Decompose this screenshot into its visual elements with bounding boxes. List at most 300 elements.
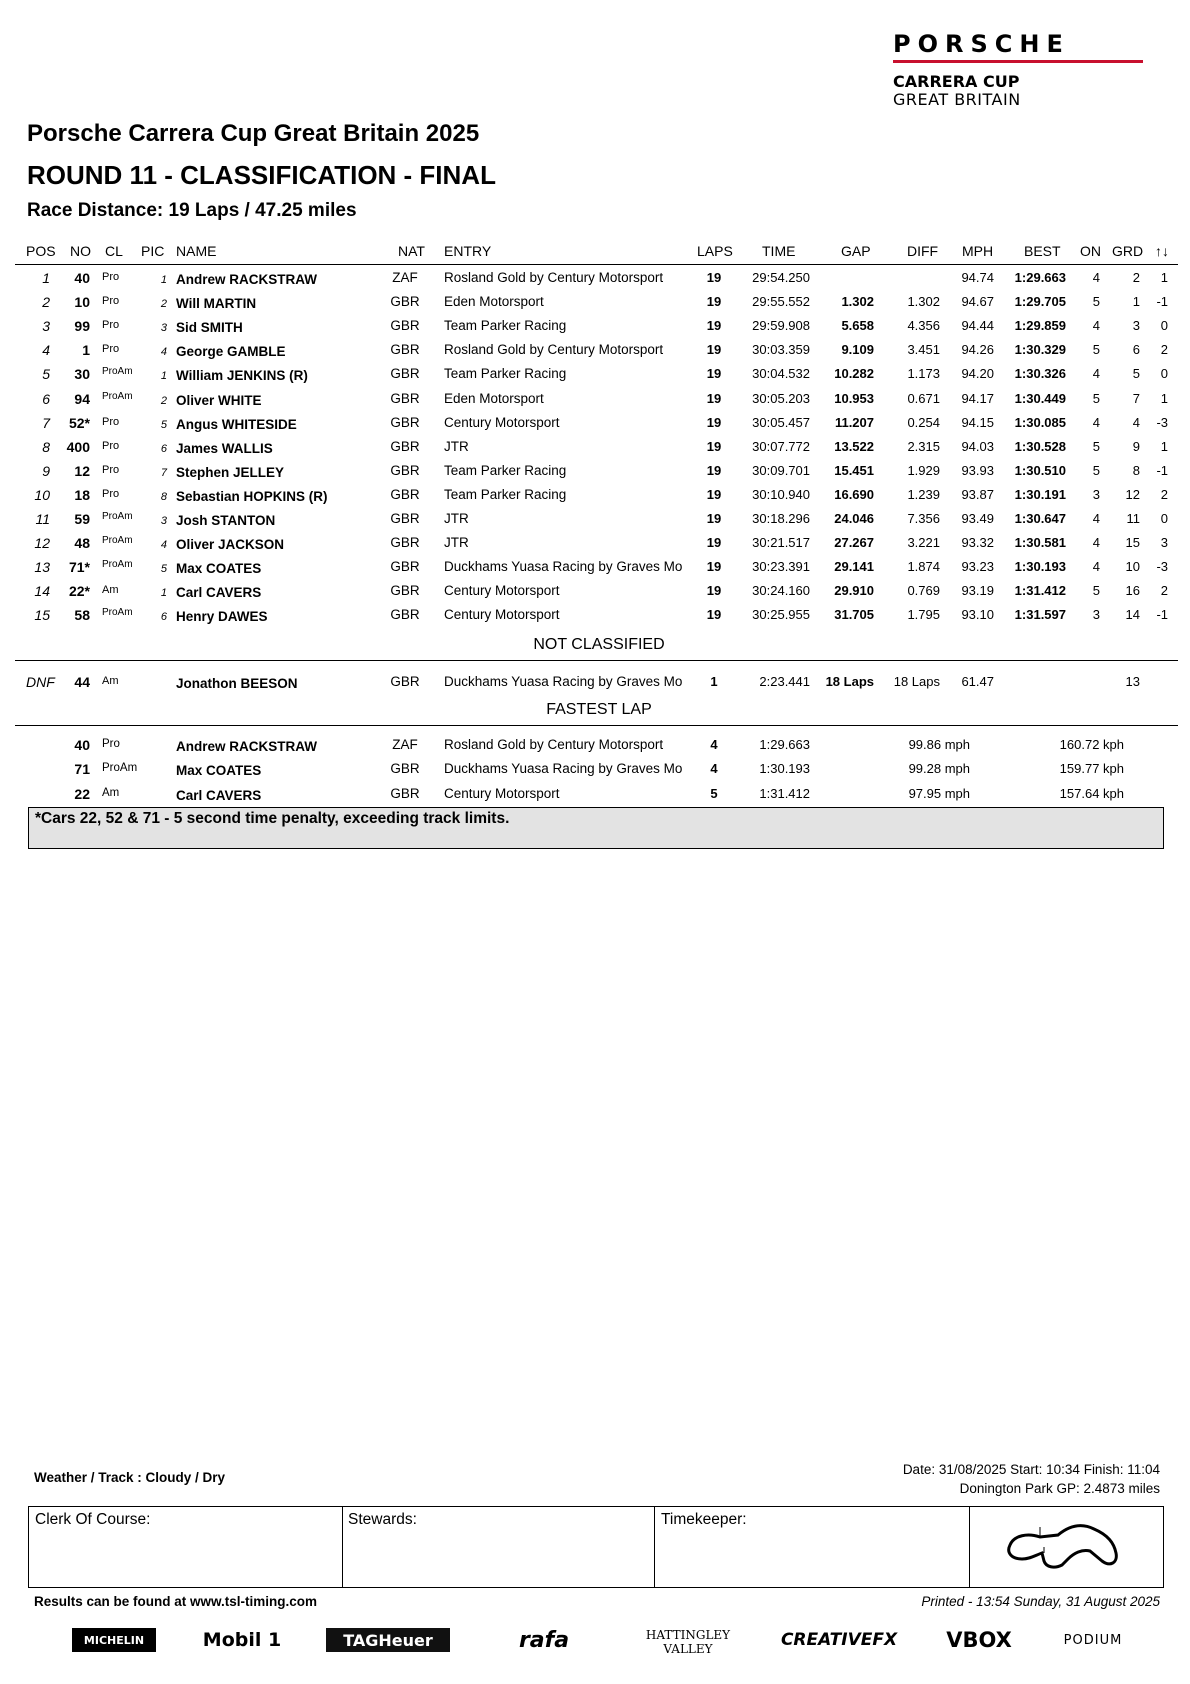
michelin-logo: MICHELIN: [72, 1628, 156, 1652]
table-row: [0, 733, 1190, 757]
mph-cell: 93.87: [961, 486, 994, 502]
car-number-cell: 59: [74, 511, 90, 527]
laps-cell: 1: [710, 674, 718, 689]
grid-cell: 1: [1132, 294, 1140, 310]
places-gained-cell: -3: [1156, 414, 1168, 430]
driver-name-cell: Sebastian HOPKINS (R): [176, 488, 328, 504]
col-grd: GRD: [1112, 243, 1144, 259]
time-cell: 30:04.532: [752, 366, 810, 382]
laps-cell: 19: [706, 511, 722, 526]
nationality-cell: GBR: [390, 511, 420, 526]
driver-name-cell: Henry DAWES: [176, 609, 268, 625]
col-gap: GAP: [841, 243, 871, 259]
entry-cell: Team Parker Racing: [444, 462, 567, 478]
laps-cell: 19: [706, 559, 722, 575]
gap-cell: 9.109: [841, 342, 874, 358]
nationality-cell: GBR: [390, 785, 420, 801]
position-cell: 9: [42, 462, 50, 479]
best-lap-cell: 1:29.663: [1014, 270, 1066, 285]
table-row: [0, 459, 1190, 483]
table-row: [0, 603, 1190, 627]
position-cell: 5: [42, 366, 50, 383]
penalty-note: *Cars 22, 52 & 71 - 5 second time penalty, exceeding track limits.: [35, 810, 510, 827]
class-cell: ProAm: [102, 535, 133, 547]
mph-cell: 93.19: [961, 583, 994, 599]
best-on-lap-cell: 5: [1092, 294, 1100, 310]
grid-cell: 13: [1125, 674, 1140, 689]
best-lap-cell: 1:30.193: [1014, 559, 1066, 575]
class-cell: Pro: [102, 439, 120, 452]
places-gained-cell: 2: [1160, 342, 1168, 358]
diff-cell: 1.929: [907, 462, 940, 478]
diff-cell: 0.671: [907, 390, 940, 406]
table-row: [0, 782, 1190, 806]
best-on-lap-cell: 3: [1092, 486, 1100, 502]
mph-cell: 93.93: [961, 462, 994, 478]
lap-cell: 4: [710, 761, 718, 777]
class-cell: Pro: [102, 295, 120, 308]
entry-cell: Eden Motorsport: [444, 390, 544, 406]
position-in-class-cell: 5: [160, 418, 167, 431]
diff-cell: 4.356: [907, 318, 940, 334]
diff-cell: 3.451: [907, 342, 940, 358]
time-cell: 30:09.701: [752, 462, 810, 478]
col-entry: ENTRY: [444, 243, 492, 259]
time-cell: 30:03.359: [752, 342, 810, 358]
mph-cell: 61.47: [961, 674, 994, 689]
class-cell: ProAm: [102, 366, 133, 378]
table-row: [0, 670, 1190, 694]
grid-cell: 14: [1125, 607, 1140, 623]
grid-cell: 15: [1125, 535, 1140, 551]
car-number-cell: 52*: [68, 414, 90, 431]
position-in-class-cell: 5: [160, 563, 167, 576]
position-cell: 7: [42, 414, 50, 431]
position-in-class-cell: 1: [160, 274, 167, 286]
driver-name-cell: Andrew RACKSTRAW: [176, 272, 317, 287]
class-cell: Pro: [102, 319, 120, 332]
nationality-cell: GBR: [390, 607, 420, 623]
time-cell: 30:23.391: [752, 559, 810, 575]
entry-cell: JTR: [444, 511, 469, 526]
circuit-length: Donington Park GP: 2.4873 miles: [959, 1481, 1160, 1496]
col-no: NO: [70, 243, 91, 259]
col-diff: DIFF: [907, 243, 939, 259]
position-in-class-cell: 7: [160, 466, 167, 479]
nationality-cell: GBR: [390, 761, 420, 777]
places-gained-cell: -3: [1156, 559, 1168, 575]
entry-cell: Century Motorsport: [444, 607, 560, 623]
track-map-icon: [970, 1507, 1162, 1587]
diff-cell: 18 Laps: [893, 674, 940, 689]
position-in-class-cell: 1: [160, 587, 167, 600]
class-cell: ProAm: [102, 390, 133, 402]
position-cell: 11: [35, 511, 50, 527]
timekeeper-label: Timekeeper:: [661, 1511, 747, 1528]
time-cell: 30:21.517: [752, 535, 810, 551]
time-cell: 30:07.772: [752, 438, 810, 454]
driver-name-cell: Oliver WHITE: [176, 392, 262, 408]
stewards-cell: [342, 1507, 655, 1587]
grid-cell: 10: [1125, 559, 1140, 575]
best-lap-cell: 1:30.191: [1014, 486, 1066, 502]
mobil-logo: Mobil 1: [202, 1629, 282, 1651]
gap-cell: 15.451: [834, 462, 874, 478]
car-number-cell: 71: [74, 761, 90, 778]
lap-time-cell: 1:29.663: [759, 737, 810, 752]
nationality-cell: GBR: [390, 438, 420, 454]
col-best: BEST: [1024, 243, 1061, 259]
car-number-cell: 400: [66, 438, 90, 455]
position-cell: 15: [34, 607, 50, 624]
table-row: [0, 411, 1190, 435]
time-cell: 29:54.250: [752, 270, 810, 285]
car-number-cell: 10: [74, 294, 90, 311]
nationality-cell: GBR: [390, 583, 420, 599]
col-name: NAME: [176, 243, 217, 259]
fastest-lap-title: FASTEST LAP: [546, 701, 652, 718]
time-cell: 30:25.955: [752, 607, 810, 623]
mph-cell: 94.03: [961, 438, 994, 454]
nationality-cell: GBR: [390, 559, 420, 575]
places-gained-cell: -1: [1156, 462, 1168, 478]
driver-name-cell: George GAMBLE: [176, 344, 286, 360]
entry-cell: Century Motorsport: [444, 414, 560, 430]
time-cell: 29:59.908: [752, 318, 810, 334]
lap-cell: 5: [710, 785, 718, 801]
race-distance: Race Distance: 19 Laps / 47.25 miles: [27, 200, 357, 221]
track-map-cell: [970, 1507, 1162, 1587]
laps-cell: 19: [706, 342, 722, 358]
col-time: TIME: [762, 243, 796, 259]
penalty-note-box: [28, 807, 1164, 849]
time-cell: 2:23.441: [759, 674, 810, 689]
position-in-class-cell: 6: [160, 442, 167, 455]
laps-cell: 19: [706, 366, 722, 382]
porsche-wordmark: PORSCHE: [893, 30, 1070, 58]
grid-cell: 6: [1132, 342, 1140, 358]
date-times: Date: 31/08/2025 Start: 10:34 Finish: 11:04: [902, 1462, 1160, 1477]
grid-cell: 9: [1132, 438, 1140, 454]
diff-cell: 1.795: [907, 607, 940, 623]
table-row: [0, 290, 1190, 314]
car-number-cell: 18: [74, 486, 90, 503]
logo-red-bar: [893, 60, 1143, 63]
col-laps: LAPS: [697, 243, 733, 259]
best-lap-cell: 1:29.859: [1014, 318, 1066, 334]
best-on-lap-cell: 4: [1092, 270, 1100, 285]
mph-cell: 94.74: [961, 270, 994, 285]
nationality-cell: ZAF: [392, 737, 418, 752]
position-in-class-cell: 6: [160, 611, 167, 624]
hattingley-valley-logo: HATTINGLEY VALLEY: [645, 1628, 731, 1656]
laps-cell: 19: [706, 462, 722, 478]
nationality-cell: GBR: [390, 318, 420, 334]
gap-cell: 13.522: [834, 438, 874, 454]
grid-cell: 11: [1126, 511, 1140, 526]
position-cell: 14: [34, 583, 50, 600]
nationality-cell: GBR: [390, 342, 420, 358]
places-gained-cell: -1: [1156, 294, 1168, 310]
position-in-class-cell: 3: [160, 322, 167, 335]
col-nat: NAT: [398, 243, 425, 259]
logo-line-1: CARRERA CUP: [893, 72, 1020, 91]
driver-name-cell: Jonathon BEESON: [176, 676, 298, 691]
diff-cell: 2.315: [907, 438, 940, 454]
class-cell: Pro: [102, 343, 120, 356]
position-in-class-cell: 2: [160, 394, 167, 407]
places-gained-cell: 0: [1160, 511, 1168, 526]
table-row: [0, 338, 1190, 362]
laps-cell: 19: [706, 390, 722, 406]
car-number-cell: 71*: [68, 559, 90, 576]
position-cell: 2: [42, 294, 50, 311]
best-on-lap-cell: 4: [1092, 511, 1100, 526]
best-on-lap-cell: 4: [1092, 366, 1100, 382]
lap-time-cell: 1:31.412: [759, 785, 810, 801]
table-row: [0, 507, 1190, 531]
class-cell: Pro: [102, 463, 120, 476]
places-gained-cell: 1: [1160, 390, 1168, 406]
driver-name-cell: Andrew RACKSTRAW: [176, 739, 317, 754]
table-row: [0, 483, 1190, 507]
table-row: [0, 314, 1190, 338]
car-number-cell: 30: [74, 366, 90, 383]
nationality-cell: GBR: [390, 674, 420, 689]
lap-cell: 4: [710, 737, 718, 752]
vbox-logo: VBOX: [946, 1628, 1012, 1652]
class-cell: Pro: [102, 738, 120, 750]
table-row: [0, 555, 1190, 579]
places-gained-cell: 0: [1160, 366, 1168, 382]
grid-cell: 4: [1132, 414, 1140, 430]
best-on-lap-cell: 5: [1092, 438, 1100, 454]
car-number-cell: 99: [74, 318, 90, 335]
nationality-cell: GBR: [390, 294, 420, 310]
gap-cell: 16.690: [834, 486, 874, 502]
laps-cell: 19: [706, 318, 722, 334]
class-cell: ProAm: [102, 607, 133, 619]
kph-cell: 157.64 kph: [1059, 785, 1124, 801]
time-cell: 30:05.203: [752, 390, 810, 406]
col-on: ON: [1080, 243, 1101, 259]
driver-name-cell: Angus WHITESIDE: [176, 416, 297, 432]
places-gained-cell: 3: [1160, 535, 1168, 551]
diff-cell: 7.356: [907, 511, 940, 526]
driver-name-cell: William JENKINS (R): [176, 368, 308, 384]
gap-cell: 5.658: [841, 318, 874, 334]
clerk-of-course-cell: [29, 1507, 343, 1587]
mph-cell: 94.20: [961, 366, 994, 382]
laps-cell: 19: [706, 270, 722, 285]
col-pic: PIC: [141, 243, 165, 259]
nationality-cell: GBR: [390, 414, 420, 430]
laps-cell: 19: [706, 438, 722, 454]
grid-cell: 2: [1132, 270, 1140, 285]
gap-cell: 31.705: [834, 607, 874, 623]
position-cell: 10: [34, 486, 50, 503]
diff-cell: 1.874: [907, 559, 940, 575]
driver-name-cell: Sid SMITH: [176, 320, 243, 336]
entry-cell: Duckhams Yuasa Racing by Graves Mo: [444, 761, 683, 777]
results-link[interactable]: Results can be found at www.tsl-timing.com: [34, 1594, 318, 1609]
places-gained-cell: 0: [1160, 318, 1168, 334]
mph-cell: 93.10: [961, 607, 994, 623]
car-number-cell: 40: [74, 737, 90, 753]
gap-cell: 10.953: [834, 390, 874, 406]
driver-name-cell: James WALLIS: [176, 440, 273, 456]
best-on-lap-cell: 5: [1092, 342, 1100, 358]
gap-cell: 27.267: [834, 535, 874, 551]
laps-cell: 19: [706, 414, 722, 430]
best-lap-cell: 1:30.085: [1014, 414, 1066, 430]
position-cell: 4: [42, 342, 50, 359]
class-cell: Am: [102, 584, 119, 597]
document-title: Porsche Carrera Cup Great Britain 2025: [27, 120, 480, 147]
diff-cell: 0.254: [907, 414, 940, 430]
best-on-lap-cell: 4: [1092, 559, 1100, 575]
table-row: [0, 757, 1190, 781]
best-lap-cell: 1:30.581: [1014, 535, 1066, 551]
gap-cell: 1.302: [841, 294, 874, 310]
rafa-logo: rafa: [518, 1627, 570, 1653]
gap-cell: 24.046: [834, 511, 874, 526]
class-cell: Pro: [102, 487, 120, 500]
best-on-lap-cell: 5: [1092, 462, 1100, 478]
gap-cell: 18 Laps: [825, 674, 874, 689]
class-cell: Am: [102, 786, 120, 799]
fastest-lap-rule: [15, 725, 1178, 726]
best-on-lap-cell: 4: [1092, 535, 1100, 551]
stewards-label: Stewards:: [348, 1511, 417, 1528]
best-on-lap-cell: 3: [1092, 607, 1100, 623]
diff-cell: 1.302: [907, 294, 940, 310]
mph-cell: 93.49: [961, 511, 994, 526]
car-number-cell: 94: [74, 390, 90, 407]
class-cell: ProAm: [102, 762, 138, 775]
grid-cell: 12: [1125, 486, 1140, 502]
entry-cell: Eden Motorsport: [444, 294, 544, 310]
places-gained-cell: 2: [1160, 583, 1168, 599]
position-cell: 6: [42, 390, 50, 407]
best-lap-cell: 1:30.510: [1014, 462, 1066, 478]
driver-name-cell: Oliver JACKSON: [176, 537, 285, 553]
grid-cell: 3: [1132, 318, 1140, 334]
gap-cell: 10.282: [834, 366, 874, 382]
entry-cell: Team Parker Racing: [444, 318, 567, 334]
mph-cell: 94.15: [961, 414, 994, 430]
diff-cell: 1.173: [907, 366, 940, 382]
car-number-cell: 40: [74, 270, 90, 286]
entry-cell: JTR: [444, 535, 469, 551]
entry-cell: Team Parker Racing: [444, 486, 567, 502]
document-subtitle: ROUND 11 - CLASSIFICATION - FINAL: [27, 160, 496, 190]
grid-cell: 5: [1132, 366, 1140, 382]
tagheuer-logo: TAGHeuer: [326, 1628, 450, 1652]
entry-cell: Century Motorsport: [444, 785, 560, 801]
entry-cell: Rosland Gold by Century Motorsport: [444, 270, 664, 285]
table-row: [0, 579, 1190, 603]
col-pos: POS: [26, 243, 56, 259]
nationality-cell: GBR: [390, 535, 420, 551]
nationality-cell: GBR: [390, 486, 420, 502]
entry-cell: Duckhams Yuasa Racing by Graves Mo: [444, 674, 683, 689]
gap-cell: 29.141: [834, 559, 874, 575]
time-cell: 30:18.296: [752, 511, 810, 526]
car-number-cell: 12: [74, 462, 90, 479]
clerk-of-course-label: Clerk Of Course:: [35, 1511, 151, 1528]
laps-cell: 19: [706, 583, 722, 599]
podium-logo: PODIUM: [1063, 1632, 1123, 1648]
entry-cell: Century Motorsport: [444, 583, 560, 599]
best-lap-cell: 1:30.449: [1014, 390, 1066, 406]
position-in-class-cell: 2: [160, 298, 167, 311]
mph-cell: 99.86 mph: [908, 737, 970, 752]
mph-cell: 93.23: [961, 559, 994, 575]
best-lap-cell: 1:30.329: [1014, 342, 1066, 358]
carrera-cup-logo: [893, 32, 1145, 109]
position-in-class-cell: 8: [160, 490, 167, 503]
diff-cell: 1.239: [907, 486, 940, 502]
col-cl: CL: [105, 243, 123, 259]
class-cell: ProAm: [102, 511, 133, 522]
laps-cell: 19: [706, 486, 722, 502]
mph-cell: 97.95 mph: [908, 785, 970, 801]
table-row: [0, 435, 1190, 459]
not-classified-rule: [15, 660, 1178, 661]
entry-cell: JTR: [444, 438, 469, 454]
driver-name-cell: Max COATES: [176, 763, 262, 779]
logo-line-2: GREAT BRITAIN: [893, 90, 1021, 109]
class-cell: Pro: [102, 415, 120, 428]
mph-cell: 99.28 mph: [908, 761, 970, 777]
position-cell: 1: [42, 270, 50, 286]
class-cell: ProAm: [102, 559, 133, 571]
mph-cell: 94.26: [961, 342, 994, 358]
best-on-lap-cell: 4: [1092, 318, 1100, 334]
header-rule: [15, 264, 1178, 265]
signature-box: [28, 1506, 1164, 1588]
grid-cell: 8: [1132, 462, 1140, 478]
laps-cell: 19: [706, 294, 722, 310]
mph-cell: 94.44: [961, 318, 994, 334]
lap-time-cell: 1:30.193: [759, 761, 810, 777]
col-places-gained: ↑↓: [1155, 243, 1169, 259]
col-mph: MPH: [962, 243, 994, 259]
time-cell: 30:10.940: [752, 486, 810, 502]
best-lap-cell: 1:30.326: [1014, 366, 1066, 382]
position-cell: 12: [34, 535, 50, 552]
not-classified-title: NOT CLASSIFIED: [533, 636, 665, 653]
table-header: [0, 239, 1190, 263]
timekeeper-cell: [655, 1507, 970, 1587]
best-lap-cell: 1:30.528: [1014, 438, 1066, 454]
weather-track: Weather / Track : Cloudy / Dry: [34, 1470, 226, 1485]
time-cell: 30:24.160: [752, 583, 810, 599]
position-in-class-cell: 1: [160, 370, 167, 383]
best-on-lap-cell: 4: [1092, 414, 1100, 430]
best-lap-cell: 1:30.647: [1014, 511, 1066, 526]
kph-cell: 160.72 kph: [1059, 737, 1124, 752]
position-cell: 8: [42, 438, 50, 455]
printed-time: Printed - 13:54 Sunday, 31 August 2025: [921, 1594, 1160, 1609]
position-cell: 13: [34, 559, 50, 576]
car-number-cell: 22: [74, 785, 90, 802]
places-gained-cell: 1: [1160, 270, 1168, 285]
mph-cell: 93.32: [961, 535, 994, 551]
places-gained-cell: 2: [1160, 486, 1168, 502]
car-number-cell: 48: [74, 535, 90, 552]
